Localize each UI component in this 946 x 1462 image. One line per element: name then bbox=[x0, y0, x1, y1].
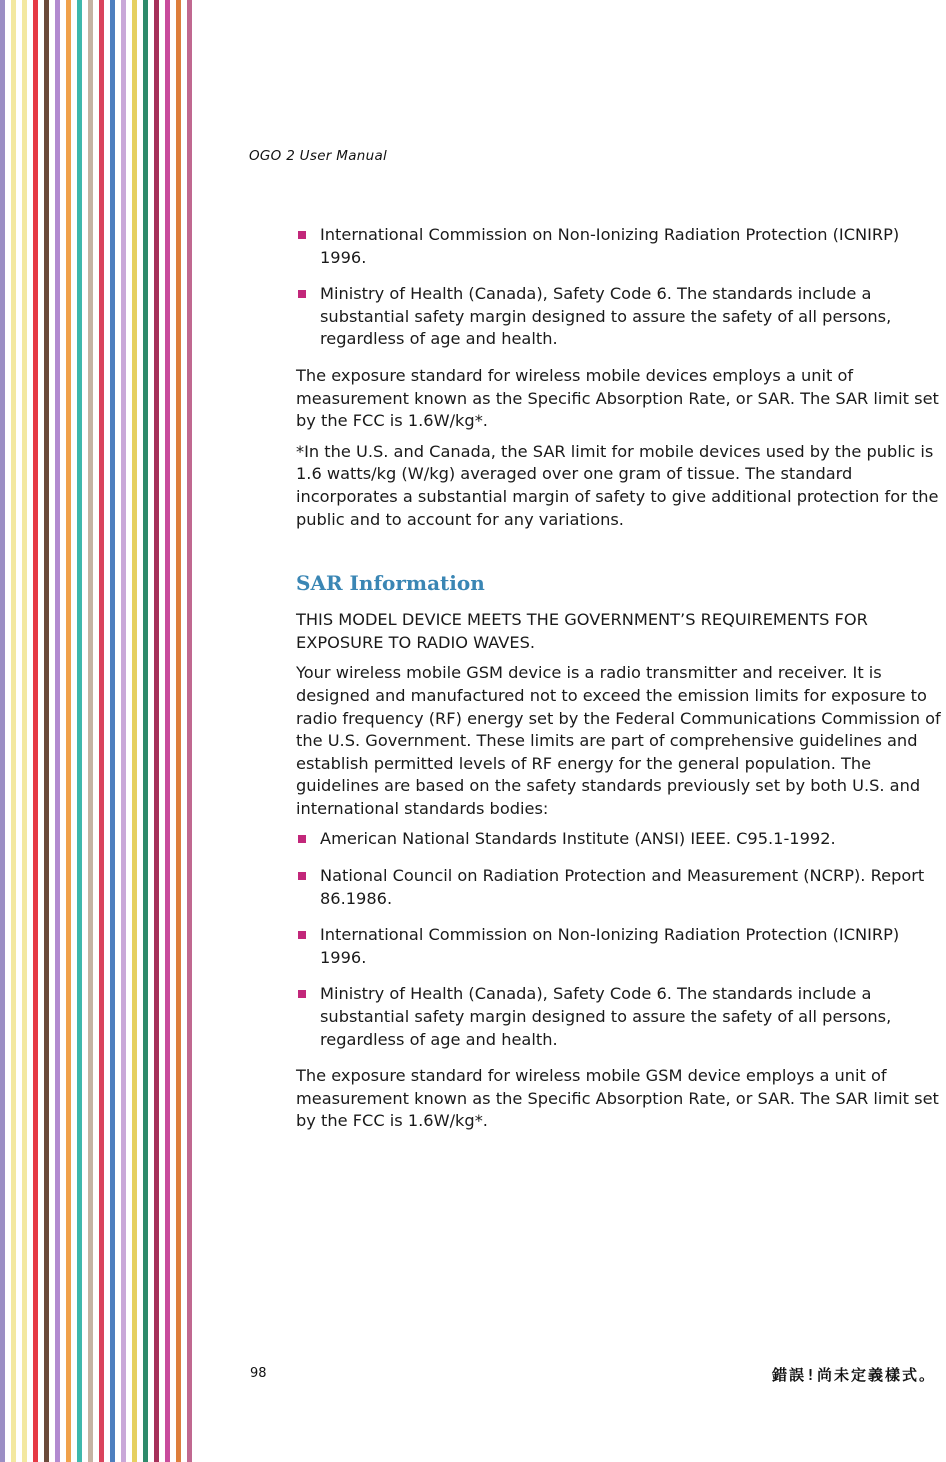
stripe bbox=[176, 0, 181, 1462]
list-item-text: International Commission on Non-Ionizing Radiation Protection (ICNIRP) 1996. bbox=[320, 925, 900, 967]
footer-style-error-text: 錯誤!尚未定義樣式。 bbox=[771, 1366, 936, 1384]
stripe bbox=[33, 0, 38, 1462]
list-item bbox=[296, 224, 944, 269]
body-paragraph: *In the U.S. and Canada, the SAR limit for mobile devices used by the public is 1.6 watts/kg (W/kg) averaged over one gram of tissue. The standard incorporates a substantial margin of safety to give additional protection for the public and to account for any variations. bbox=[296, 441, 939, 529]
page-number: 98 bbox=[250, 1366, 267, 1381]
square-bullet-icon bbox=[298, 835, 306, 843]
stripe bbox=[154, 0, 159, 1462]
body-paragraph: The exposure standard for wireless mobile GSM device employs a unit of measurement known as the Specific Absorption Rate, or SAR. The SAR limit set by the FCC is 1.6W/kg*. bbox=[296, 1066, 939, 1131]
list-item-text: International Commission on Non-Ionizing Radiation Protection (ICNIRP) 1996. bbox=[320, 225, 900, 267]
stripe bbox=[44, 0, 49, 1462]
stripe bbox=[0, 0, 5, 1462]
stripe bbox=[77, 0, 82, 1462]
body-paragraph: THIS MODEL DEVICE MEETS THE GOVERNMENT’S REQUIREMENTS FOR EXPOSURE TO RADIO WAVES. bbox=[296, 610, 868, 652]
section-heading: SAR Information bbox=[296, 571, 485, 596]
list-item bbox=[296, 865, 944, 910]
list-item-text: American National Standards Institute (ANSI) IEEE. C95.1-1992. bbox=[320, 829, 836, 849]
stripe bbox=[165, 0, 170, 1462]
stripe bbox=[22, 0, 27, 1462]
list-item-text: Ministry of Health (Canada), Safety Code 6. The standards include a substantial safety margin designed to assure the safety of all persons, regardless of age and health. bbox=[320, 984, 892, 1049]
stripe bbox=[11, 0, 16, 1462]
square-bullet-icon bbox=[298, 931, 306, 939]
list-item bbox=[296, 983, 944, 1051]
square-bullet-icon bbox=[298, 990, 306, 998]
stripe bbox=[88, 0, 93, 1462]
square-bullet-icon bbox=[298, 231, 306, 239]
list-item-text: National Council on Radiation Protection and Measurement (NCRP). Report 86.1986. bbox=[320, 866, 925, 908]
stripe bbox=[110, 0, 115, 1462]
document-header-title: OGO 2 User Manual bbox=[249, 148, 388, 164]
list-item bbox=[296, 924, 944, 969]
decorative-stripe-band bbox=[0, 0, 200, 1462]
stripe bbox=[187, 0, 192, 1462]
stripe bbox=[55, 0, 60, 1462]
square-bullet-icon bbox=[298, 290, 306, 298]
stripe bbox=[132, 0, 137, 1462]
list-item bbox=[296, 828, 944, 851]
page-content bbox=[296, 224, 944, 1141]
body-paragraph: Your wireless mobile GSM device is a radio transmitter and receiver. It is designed and manufactured not to exceed the emission limits for exposure to radio frequency (RF) energy set by the Federal Communications Commission of the U.S. Government. These limits are part of comprehensive guidelines and establish permitted levels of RF energy for the general population. The guidelines are based on the safety standards previously set by both U.S. and international standards bodies: bbox=[296, 663, 941, 818]
square-bullet-icon bbox=[298, 872, 306, 880]
list-item bbox=[296, 283, 944, 351]
stripe bbox=[121, 0, 126, 1462]
body-paragraph: The exposure standard for wireless mobile devices employs a unit of measurement known as the Specific Absorption Rate, or SAR. The SAR limit set by the FCC is 1.6W/kg*. bbox=[296, 365, 939, 431]
stripe bbox=[99, 0, 104, 1462]
list-item-text: Ministry of Health (Canada), Safety Code 6. The standards include a substantial safety margin designed to assure the safety of all persons, regardless of age and health. bbox=[320, 284, 892, 349]
stripe bbox=[143, 0, 148, 1462]
stripe bbox=[66, 0, 71, 1462]
